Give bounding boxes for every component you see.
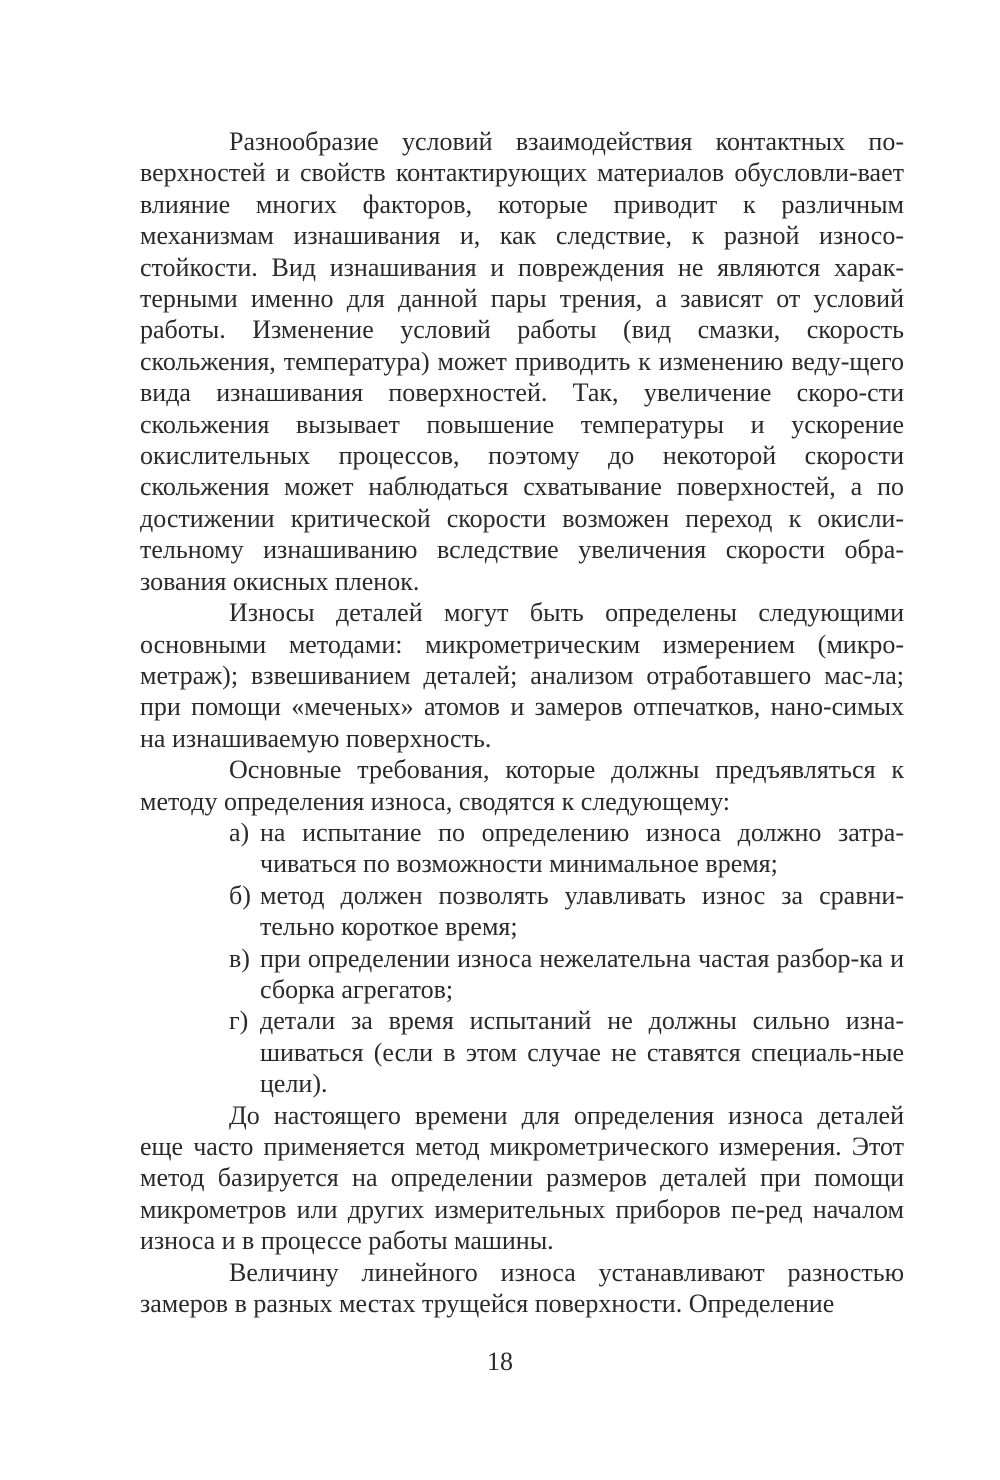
list-item-g xyxy=(140,1005,904,1099)
paragraph-micrometric-method: До настоящего времени для определения износа деталей еще часто применяется метод микрометрического измерения. Этот метод базируется на определении размеров деталей при помощи микрометров или других измерительных приборов пе-ред началом износа и в процессе работы машины. xyxy=(140,1100,904,1256)
paragraph-wear-methods: Износы деталей могут быть определены следующими основными методами: микрометрическим измерением (микро-метраж); взвешиванием деталей; анализом отработавшего мас-ла; при помощи «меченых» атомов и замеров отпечатков, нано-симых на изнашиваемую поверхность. xyxy=(140,598,904,753)
body-text xyxy=(140,126,904,1319)
list-marker: а) xyxy=(229,817,250,847)
paragraph-requirements-intro: Основные требования, которые должны предъявляться к методу определения износа, сводятся к следующему: xyxy=(140,755,904,816)
list-marker: г) xyxy=(229,1006,249,1036)
list-item-v xyxy=(140,943,904,1006)
page-number: 18 xyxy=(487,1347,513,1376)
paragraph-linear-wear: Величину линейного износа устанавливают разностью замеров в разных местах трущейся поверхности. Определение xyxy=(140,1257,904,1319)
list-item-text: метод должен позволять улавливать износ за сравни-тельно короткое время; xyxy=(260,880,904,942)
paragraph-wear-factors: Разнообразие условий взаимодействия контактных по-верхностей и свойств контактирующих материалов обусловли-вает влияние многих факторов, которые приводит к различным механизмам изнашивания и, как следствие, к разной износо-стойкости. Вид изнашивания и повреждения не являются харак-терными именно для данной пары трения, а зависят от условий работы. Изменение условий работы (вид смазки, скорость скольжения, температура) может приводить к изменению веду-щего вида изнашивания поверхностей. Так, увеличение скоро-сти скольжения вызывает повышение температуры и ускорение окислительных процессов, поэтому до некоторой скорости скольжения может наблюдаться схватывание поверхностей, а по достижении критической скорости возможен переход к окисли-тельному изнашиванию вследствие увеличения скорости обра-зования окисных пленок. xyxy=(140,127,904,596)
list-item-text: детали за время испытаний не должны сильно изна-шиваться (если в этом случае не ставятся специаль-ные цели). xyxy=(260,1006,904,1099)
list-item-text: на испытание по определению износа должно затра-чиваться по возможности минимальное время; xyxy=(260,817,904,879)
list-marker: б) xyxy=(229,880,251,910)
list-item-b xyxy=(140,880,904,943)
list-item-text: при определении износа нежелательна частая разбор-ка и сборка агрегатов; xyxy=(260,943,904,1004)
list-item-a xyxy=(140,817,904,880)
list-marker: в) xyxy=(229,943,250,973)
